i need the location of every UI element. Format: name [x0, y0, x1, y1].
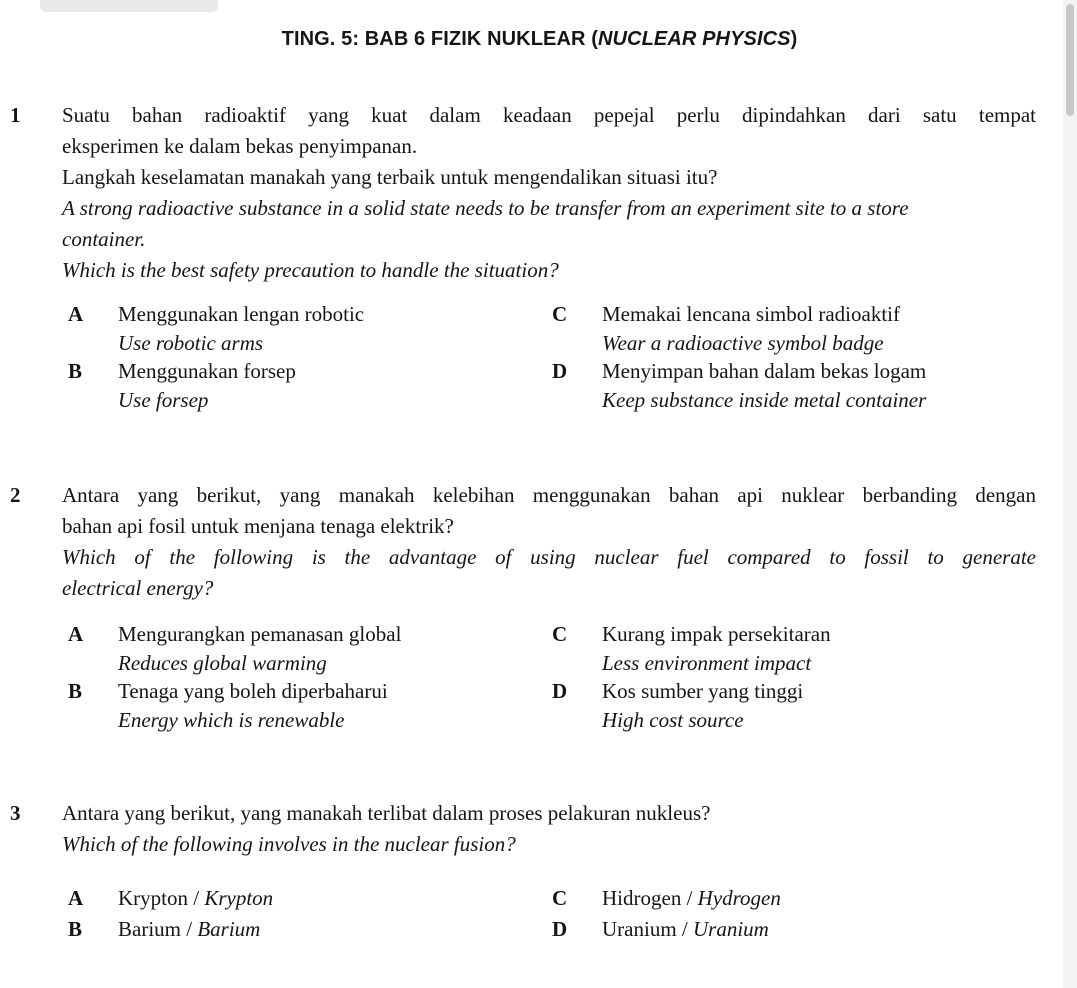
option-letter: C	[552, 302, 568, 326]
option-separator: /	[188, 886, 205, 910]
stem-ms-line: Antara yang berikut, yang manakah kelebihan menggunakan bahan api nuklear berbanding dengan	[62, 483, 1036, 507]
top-tab-strip	[40, 0, 218, 12]
option-text-en: Barium	[197, 917, 261, 941]
option-letter: B	[68, 359, 83, 383]
scrollbar-thumb[interactable]	[1066, 4, 1074, 116]
option-separator: /	[676, 917, 693, 941]
option-text-ms: Krypton	[118, 886, 188, 910]
vertical-scrollbar[interactable]	[1063, 0, 1077, 988]
option-letter: B	[68, 679, 83, 703]
stem-ms-line: bahan api fosil untuk menjana tenaga elektrik?	[62, 514, 454, 538]
stem-ms-line: Langkah keselamatan manakah yang terbaik untuk mengendalikan situasi itu?	[62, 165, 718, 189]
stem-en-line: Which of the following involves in the nuclear fusion?	[62, 832, 516, 856]
question-number: 3	[10, 801, 21, 825]
option-letter: D	[552, 679, 568, 703]
stem-en-line: electrical energy?	[62, 576, 214, 600]
option-letter: B	[68, 917, 83, 941]
option-text-en: Krypton	[204, 886, 274, 910]
stem-ms-line: Suatu bahan radioaktif yang kuat dalam keadaan pepejal perlu dipindahkan dari satu tempat	[62, 103, 1036, 127]
question-number: 2	[10, 483, 21, 507]
option-text-en: Energy which is renewable	[118, 708, 345, 732]
page-title	[8, 28, 1071, 51]
page-title-italic: NUCLEAR PHYSICS	[597, 28, 791, 50]
option-text-ms: Tenaga yang boleh diperbaharui	[118, 679, 388, 703]
stem-en-line: container.	[62, 227, 146, 251]
stem-ms-line: eksperimen ke dalam bekas penyimpanan.	[62, 134, 418, 158]
option-letter: C	[552, 622, 568, 646]
question-number: 1	[10, 103, 21, 127]
option-text-ms: Uranium	[602, 917, 677, 941]
option-text-en: High cost source	[602, 708, 744, 732]
option-text-ms: Mengurangkan pemanasan global	[118, 622, 402, 646]
option-text-en: Hydrogen	[697, 886, 781, 910]
question-stem	[62, 100, 1036, 286]
option-letter: A	[68, 886, 84, 910]
stem-en-line: A strong radioactive substance in a solid state needs to be transfer from an experiment site to a store	[62, 196, 909, 220]
option-text-en: Reduces global warming	[118, 651, 327, 675]
option-text-ms: Memakai lencana simbol radioaktif	[602, 302, 900, 326]
option-separator: /	[681, 886, 698, 910]
stem-en-line: Which is the best safety precaution to handle the situation?	[62, 258, 559, 282]
option-text-en: Less environment impact	[602, 651, 812, 675]
question-stem	[62, 798, 1036, 860]
option-text-en: Use forsep	[118, 388, 209, 412]
option-letter: A	[68, 302, 84, 326]
page-title-suffix: )	[790, 28, 798, 50]
option-letter: C	[552, 886, 568, 910]
option-text-ms: Menggunakan forsep	[118, 359, 296, 383]
option-text	[602, 884, 781, 913]
option-text-ms: Menyimpan bahan dalam bekas logam	[602, 359, 927, 383]
option-text-ms: Hidrogen	[602, 886, 682, 910]
option-text	[118, 915, 260, 944]
stem-en-line: Which of the following is the advantage of using nuclear fuel compared to fossil to generate	[62, 545, 1036, 569]
option-text-ms: Barium	[118, 917, 181, 941]
page-title-prefix: TING. 5: BAB 6 FIZIK NUKLEAR (	[281, 28, 598, 50]
option-separator: /	[181, 917, 198, 941]
option-text-en: Use robotic arms	[118, 331, 264, 355]
option-text	[118, 884, 273, 913]
option-text-ms: Menggunakan lengan robotic	[118, 302, 365, 326]
option-letter: D	[552, 359, 568, 383]
option-letter: D	[552, 917, 568, 941]
option-text	[602, 915, 769, 944]
stem-ms-line: Antara yang berikut, yang manakah terlibat dalam proses pelakuran nukleus?	[62, 801, 711, 825]
option-text-ms: Kos sumber yang tinggi	[602, 679, 804, 703]
option-text-en: Keep substance inside metal container	[602, 388, 927, 412]
question-stem	[62, 480, 1036, 604]
option-text-en: Uranium	[693, 917, 769, 941]
option-text-ms: Kurang impak persekitaran	[602, 622, 831, 646]
option-text-en: Wear a radioactive symbol badge	[602, 331, 884, 355]
option-letter: A	[68, 622, 84, 646]
